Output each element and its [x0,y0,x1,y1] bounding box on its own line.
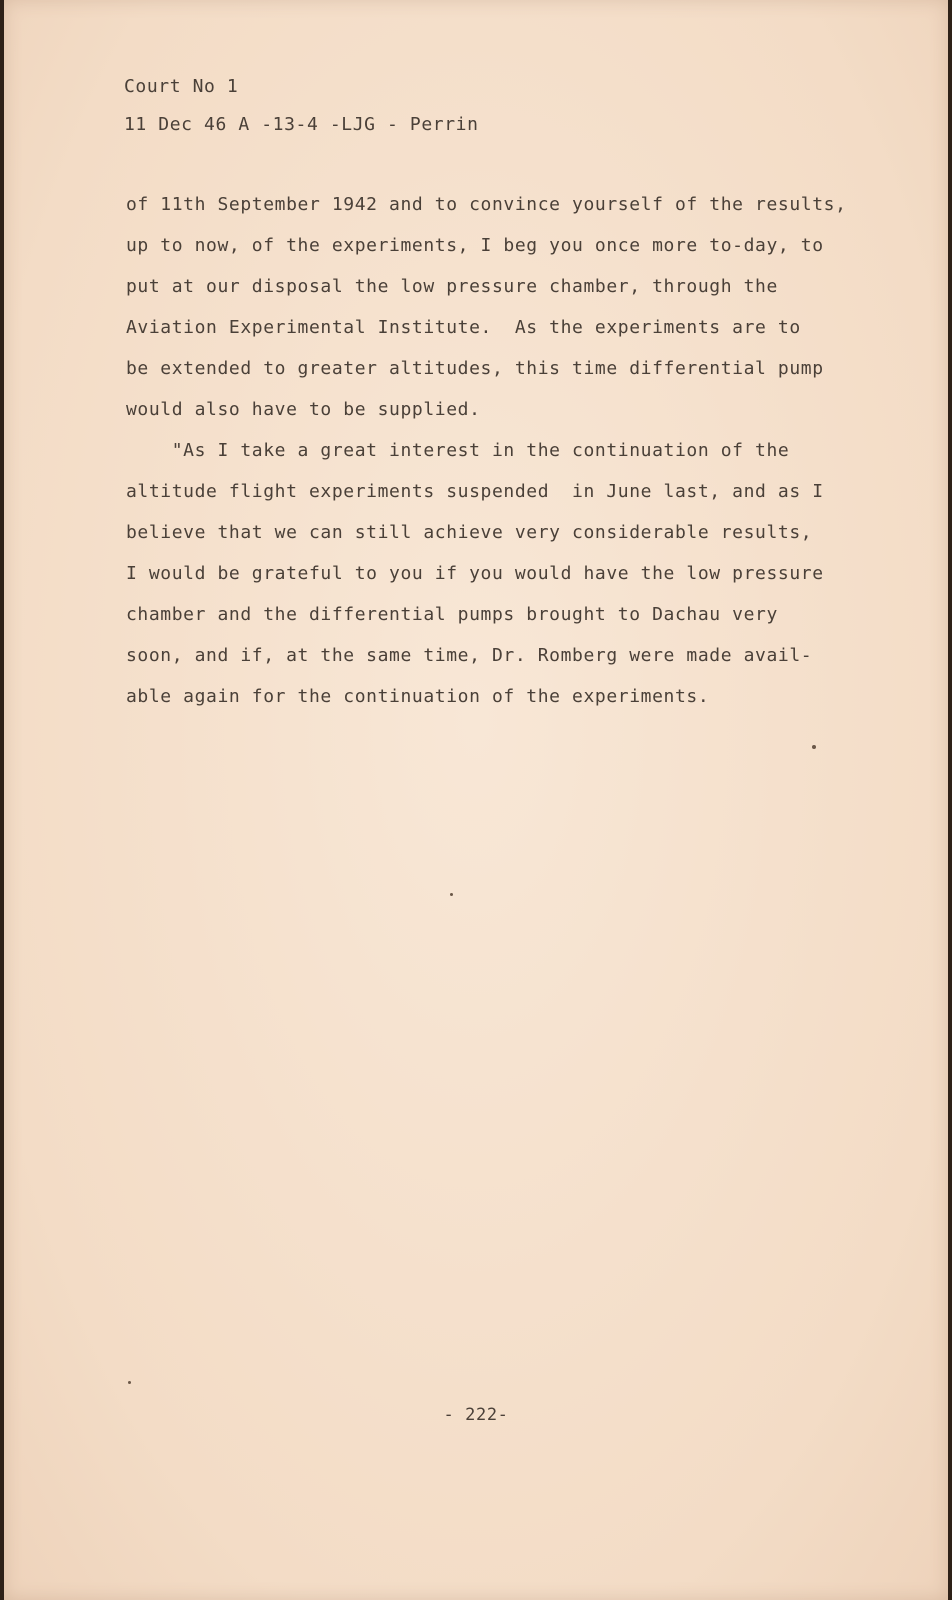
body-line: believe that we can still achieve very considerable results, [126,522,813,543]
body-line: I would be grateful to you if you would have the low pressure [126,563,824,584]
body-line: soon, and if, at the same time, Dr. Romberg were made avail- [126,645,813,666]
paper-speck [450,893,453,896]
body-line: of 11th September 1942 and to convince yourself of the results, [126,194,847,215]
body-line: able again for the continuation of the experiments. [126,686,710,707]
court-header: Court No 1 [124,76,239,97]
body-line: altitude flight experiments suspended in June last, and as I [126,481,824,502]
body-line: Aviation Experimental Institute. As the experiments are to [126,317,801,338]
body-line: be extended to greater altitudes, this time differential pump [126,358,824,379]
typed-page [4,0,948,1600]
page-number: - 222- [443,1405,509,1425]
body-line: up to now, of the experiments, I beg you once more to-day, to [126,235,824,256]
body-line: "As I take a great interest in the continuation of the [126,440,790,461]
body-line: would also have to be supplied. [126,399,481,420]
page-edge-right [948,0,952,1600]
paper-speck [128,1381,131,1384]
reference-header: 11 Dec 46 A -13-4 -LJG - Perrin [124,114,479,135]
paper-speck [812,745,816,749]
body-line: put at our disposal the low pressure chamber, through the [126,276,778,297]
body-line: chamber and the differential pumps brought to Dachau very [126,604,778,625]
